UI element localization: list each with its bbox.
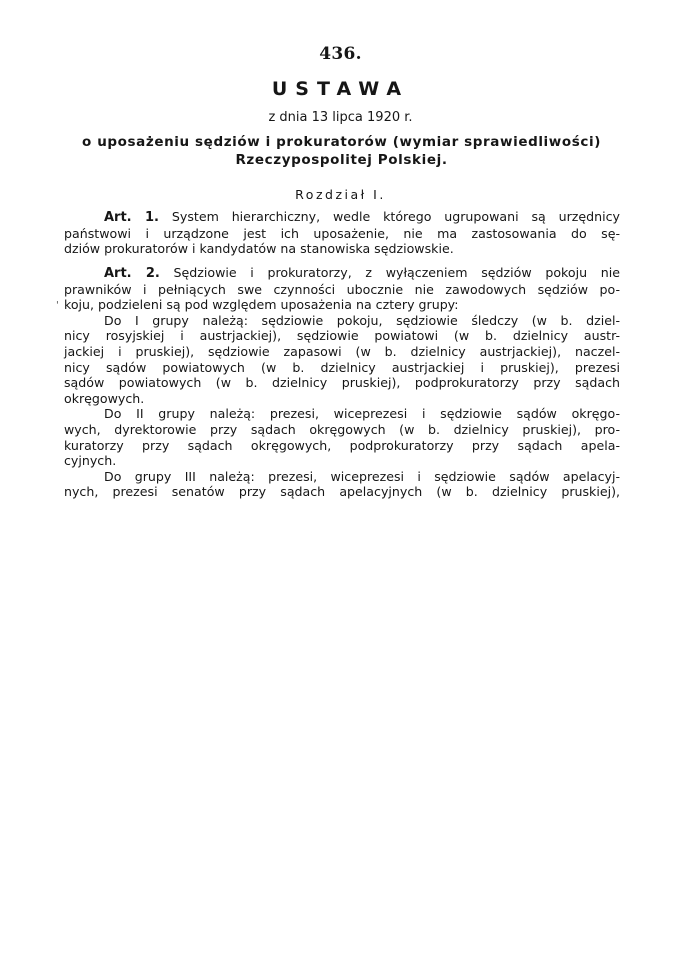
article-text-line: Do II grupy należą: prezesi, wiceprezesi i sędziowie sądów okręgo- (104, 406, 620, 422)
article-text-line: państwowi i urządzone jest ich uposażenie, nie ma zastosowania do sę- (64, 225, 620, 241)
article-text-line: okręgowych. (64, 390, 145, 406)
article-1-line-1 (64, 209, 620, 226)
article-text-line: kuratorzy przy sądach okręgowych, podprokuratorzy przy sądach apela- (64, 437, 620, 453)
article-text-line: cyjnych. (64, 453, 117, 469)
document-subject (64, 133, 619, 169)
article-text-line: nych, prezesi senatów przy sądach apelacyjnych (w b. dzielnicy pruskiej), (64, 484, 620, 500)
article-text-line: dziów prokuratorów i kandydatów na stanowiska sędziowskie. (64, 241, 454, 257)
margin-mark: ' (56, 300, 59, 311)
chapter-heading: Rozdział I. (295, 187, 386, 202)
article-2-label: Art. 2. (104, 266, 160, 281)
article-text-line: Sędziowie i prokuratorzy, z wyłączeniem sędziów pokoju nie (173, 265, 620, 280)
article-text-line: Do grupy III należą: prezesi, wiceprezesi i sędziowie sądów apelacyj- (104, 468, 620, 484)
article-text-line: prawników i pełniących swe czynności ubocznie nie zawodowych sędziów po- (64, 281, 620, 297)
article-text-line: Do I grupy należą: sędziowie pokoju, sędziowie śledczy (w b. dziel- (104, 312, 620, 328)
article-text-line: koju, podzieleni są pod względem uposażenia na cztery grupy: (64, 297, 459, 313)
subject-line-2: Rzeczypospolitej Polskiej. (235, 152, 448, 168)
article-text-line: jackiej i pruskiej), sędziowie zapasowi (w b. dzielnicy austrjackiej), naczel- (64, 343, 620, 359)
article-text-line: nicy rosyjskiej i austrjackiej), sędziowie powiatowi (w b. dzielnicy austr- (64, 328, 620, 344)
subject-line-1: o uposażeniu sędziów i prokuratorów (wymiar sprawiedliwości) (82, 134, 601, 150)
document-date: z dnia 13 lipca 1920 r. (268, 110, 413, 125)
article-1 (64, 209, 620, 257)
article-2 (64, 265, 620, 500)
page-number: 436. (319, 44, 362, 64)
article-text-line: nicy sądów powiatowych (w b. dzielnicy austrjackiej i pruskiej), prezesi (64, 359, 620, 375)
article-1-label: Art. 1. (104, 210, 159, 225)
document-title: USTAWA (271, 78, 410, 100)
article-text-line: sądów powiatowych (w b. dzielnicy pruskiej), podprokuratorzy przy sądach (64, 375, 620, 391)
article-2-line-1 (64, 265, 620, 282)
article-text-line: wych, dyrektorowie przy sądach okręgowych (w b. dzielnicy pruskiej), pro- (64, 421, 620, 437)
article-text-line: System hierarchiczny, wedle którego ugrupowani są urzędnicy (171, 209, 620, 224)
